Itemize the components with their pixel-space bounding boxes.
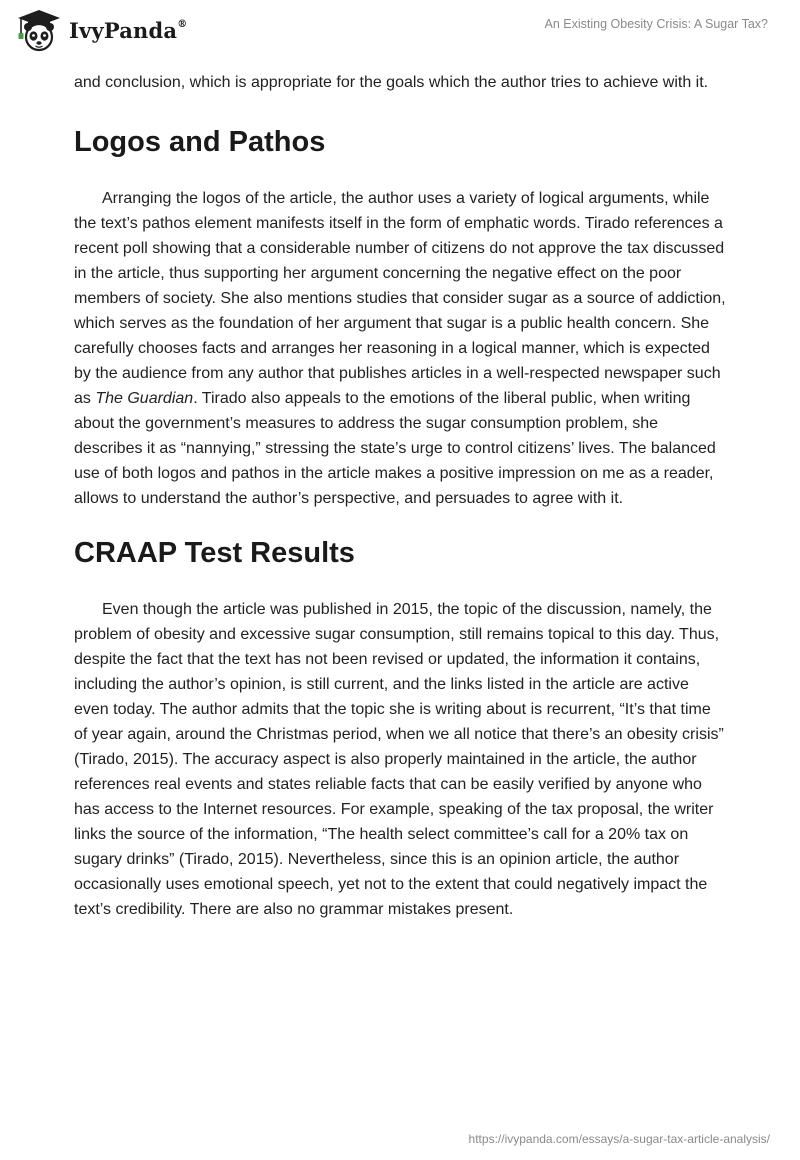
intro-paragraph-tail: and conclusion, which is appropriate for the goals which the author tries to achieve with it. (74, 74, 709, 91)
footer-url[interactable]: https://ivypanda.com/essays/a-sugar-tax-article-analysis/ (468, 1132, 770, 1146)
brand-logo[interactable] (15, 8, 187, 52)
craap-paragraph: Even though the article was published in 2015, the topic of the discussion, namely, the problem of obesity and excessive sugar consumption, still remains topical to this day. Thus, despite the fact that the text has not been revised or updated, the information it contains, including the author’s opinion, is still current, and the links listed in the article are active even today. The author admits that the topic she is writing about is recurrent, “It’s that time of year again, around the Christmas period, when we all notice that there’s an obesity crisis” (Tirado, 2015). The accuracy aspect is also properly maintained in the article, the author references real events and states reliable facts that can be easily verified by anyone who has access to the Internet resources. For example, speaking of the tax proposal, the writer links the source of the information, “The health select committee’s call for a 20% tax on sugary drinks” (Tirado, 2015). Nevertheless, since this is an opinion article, the author occasionally uses emotional speech, yet not to the extent that could negatively impact the text’s credibility. There are also no grammar mistakes present. (74, 601, 724, 918)
section-heading-logos-pathos: Logos and Pathos (74, 126, 326, 158)
section-heading-craap: CRAAP Test Results (74, 537, 355, 569)
document-title: An Existing Obesity Crisis: A Sugar Tax? (544, 17, 768, 31)
panda-graduate-icon (15, 8, 63, 52)
page-header (0, 0, 800, 62)
article-body (74, 70, 726, 922)
brand-name: IvyPanda® (69, 17, 188, 43)
newspaper-name: The Guardian (95, 390, 194, 407)
logos-pathos-paragraph: Arranging the logos of the article, the author uses a variety of logical arguments, while the text’s pathos element manifests itself in the form of emphatic words. Tirado references a recent poll showing that a considerable number of citizens do not approve the tax discussed in the article, thus supporting her argument concerning the negative effect on the poor members of society. She also mentions studies that consider sugar as a source of addiction, which serves as the foundation of her argument that sugar is a public health concern. She carefully chooses facts and arranges her reasoning in a logical manner, which is expected by the audience from any author that publishes articles in a well-respected newspaper such as The Guardian. Tirado also appeals to the emotions of the liberal public, when writing about the government’s measures to address the sugar consumption problem, she describes it as “nannying,” stressing the state’s urge to control citizens’ lives. The balanced use of both logos and pathos in the article makes a positive impression on me as a reader, allows to understand the author’s perspective, and persuades to agree with it. (74, 190, 726, 507)
